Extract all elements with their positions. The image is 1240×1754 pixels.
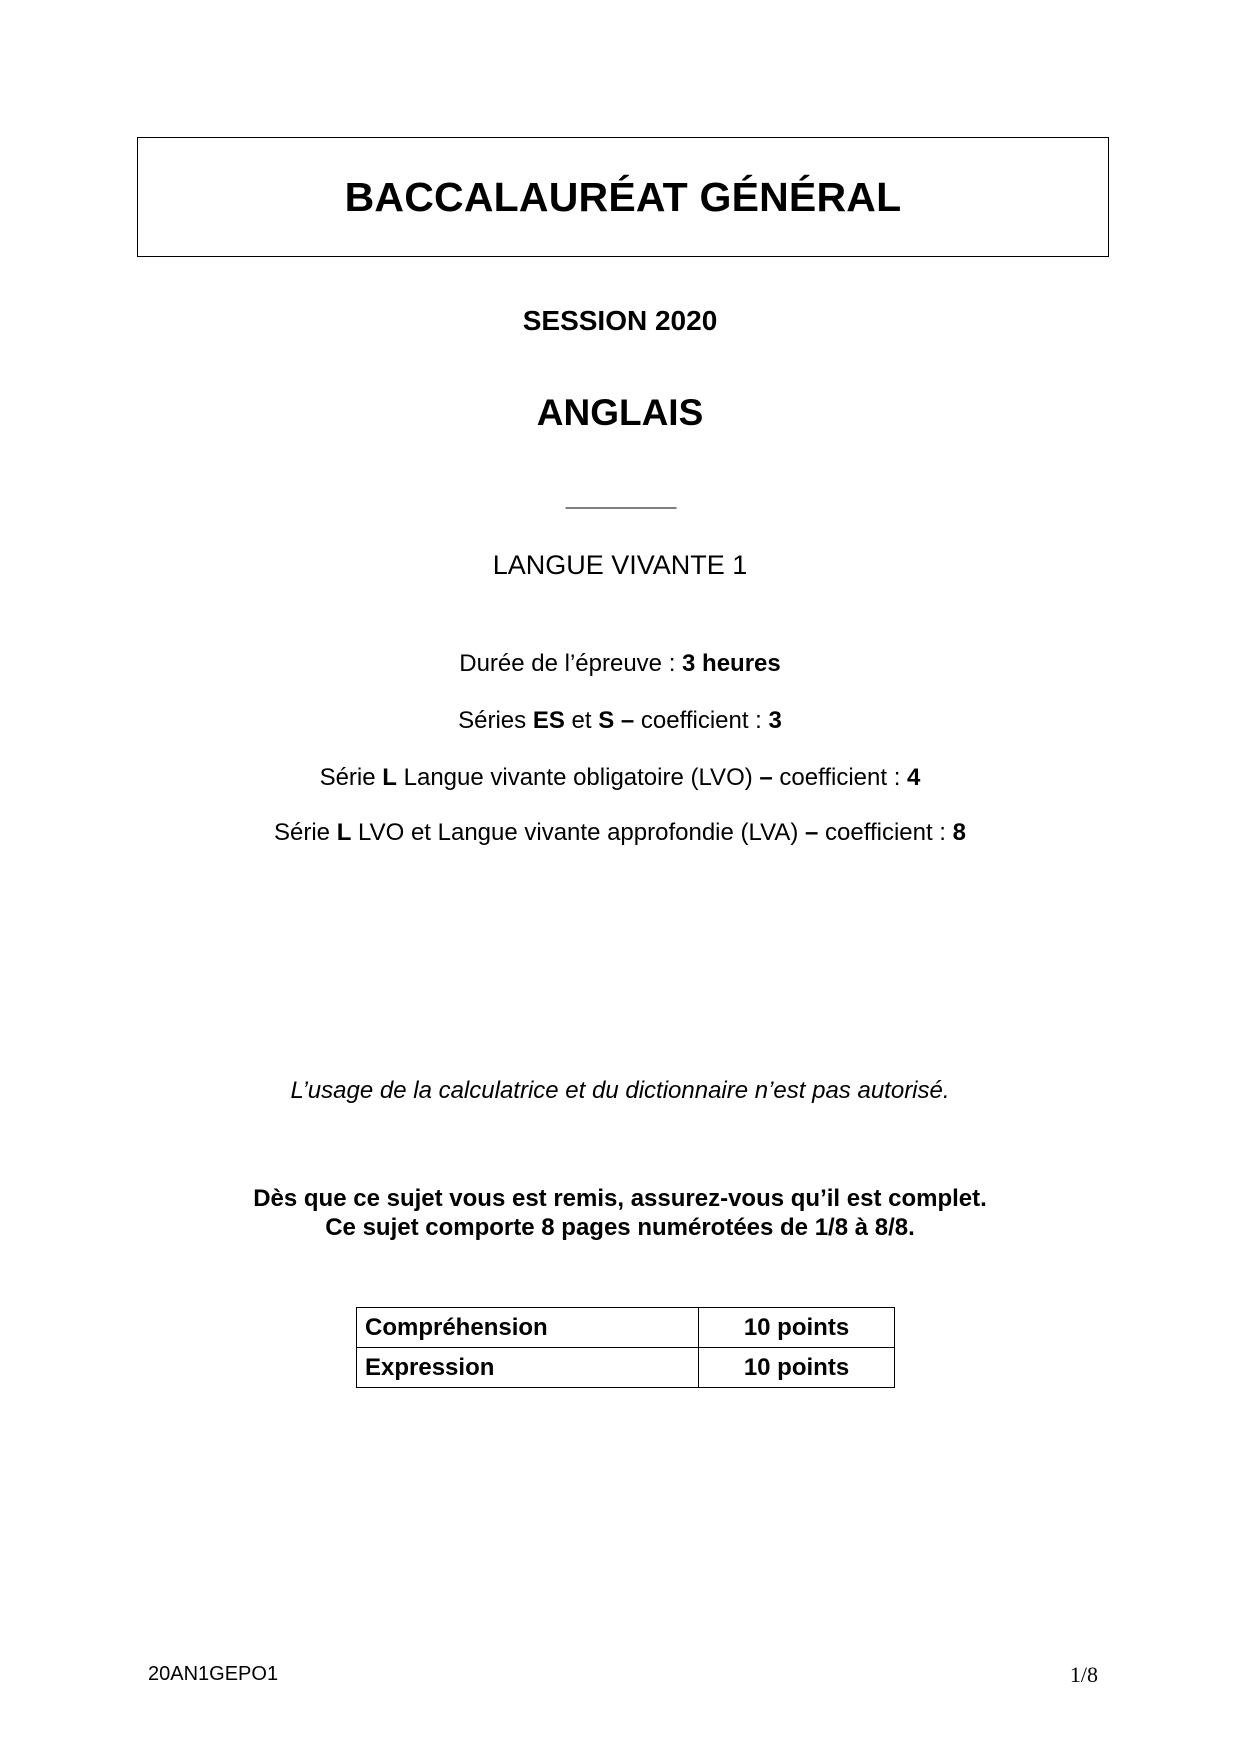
subject-title: ANGLAIS <box>536 392 704 433</box>
warning-line-1: Dès que ce sujet vous est remis, assurez-vous qu’il est complet. <box>253 1185 987 1212</box>
langue-label: LANGUE VIVANTE 1 <box>492 550 748 580</box>
score-label-cell: Expression <box>357 1348 699 1388</box>
lvo-coef-label: coefficient : <box>772 764 908 791</box>
serie-l-lva-line <box>0 819 1240 847</box>
series-es: ES <box>532 707 565 734</box>
duree-value: 3 heures <box>682 650 781 677</box>
series-et: et <box>564 707 599 734</box>
series-coef-value: 3 <box>768 707 782 734</box>
lva-l: L <box>336 819 352 846</box>
table-row <box>357 1348 895 1388</box>
score-points-cell: 10 points <box>699 1308 895 1348</box>
series-s: S <box>598 707 615 734</box>
title-box <box>137 137 1109 257</box>
lvo-serie: Série <box>319 764 383 791</box>
session-label: SESSION 2020 <box>522 305 718 336</box>
separator-line: ________ <box>565 480 675 511</box>
score-label-cell: Compréhension <box>357 1308 699 1348</box>
page-title: BACCALAURÉAT GÉNÉRAL <box>344 173 902 220</box>
footer-code: 20AN1GEPO1 <box>148 1663 279 1685</box>
lvo-text: Langue vivante obligatoire (LVO) <box>396 764 760 791</box>
score-points-cell: 10 points <box>699 1348 895 1388</box>
duree-label: Durée de l’épreuve : <box>459 650 683 677</box>
series-coef-label: coefficient : <box>640 707 769 734</box>
lva-serie: Série <box>273 819 337 846</box>
score-table <box>356 1307 895 1388</box>
lva-dash: – <box>804 819 819 846</box>
duree-line <box>0 650 1240 678</box>
lvo-coef-value: 4 <box>907 764 921 791</box>
series-dash: – <box>614 707 641 734</box>
lva-coef-value: 8 <box>952 819 966 846</box>
warning-line-2: Ce sujet comporte 8 pages numérotées de 1/8 à 8/8. <box>325 1214 915 1241</box>
lvo-l: L <box>382 764 397 791</box>
series-label: Séries <box>458 707 533 734</box>
lvo-dash: – <box>759 764 773 791</box>
serie-l-lvo-line <box>0 764 1240 792</box>
lva-text: LVO et Langue vivante approfondie (LVA) <box>351 819 805 846</box>
lva-coef-label: coefficient : <box>818 819 953 846</box>
footer-page-number: 1/8 <box>1069 1662 1098 1687</box>
calculator-notice: L’usage de la calculatrice et du dictionnaire n’est pas autorisé. <box>290 1077 950 1104</box>
series-es-s-line <box>0 707 1240 735</box>
table-row <box>357 1308 895 1348</box>
